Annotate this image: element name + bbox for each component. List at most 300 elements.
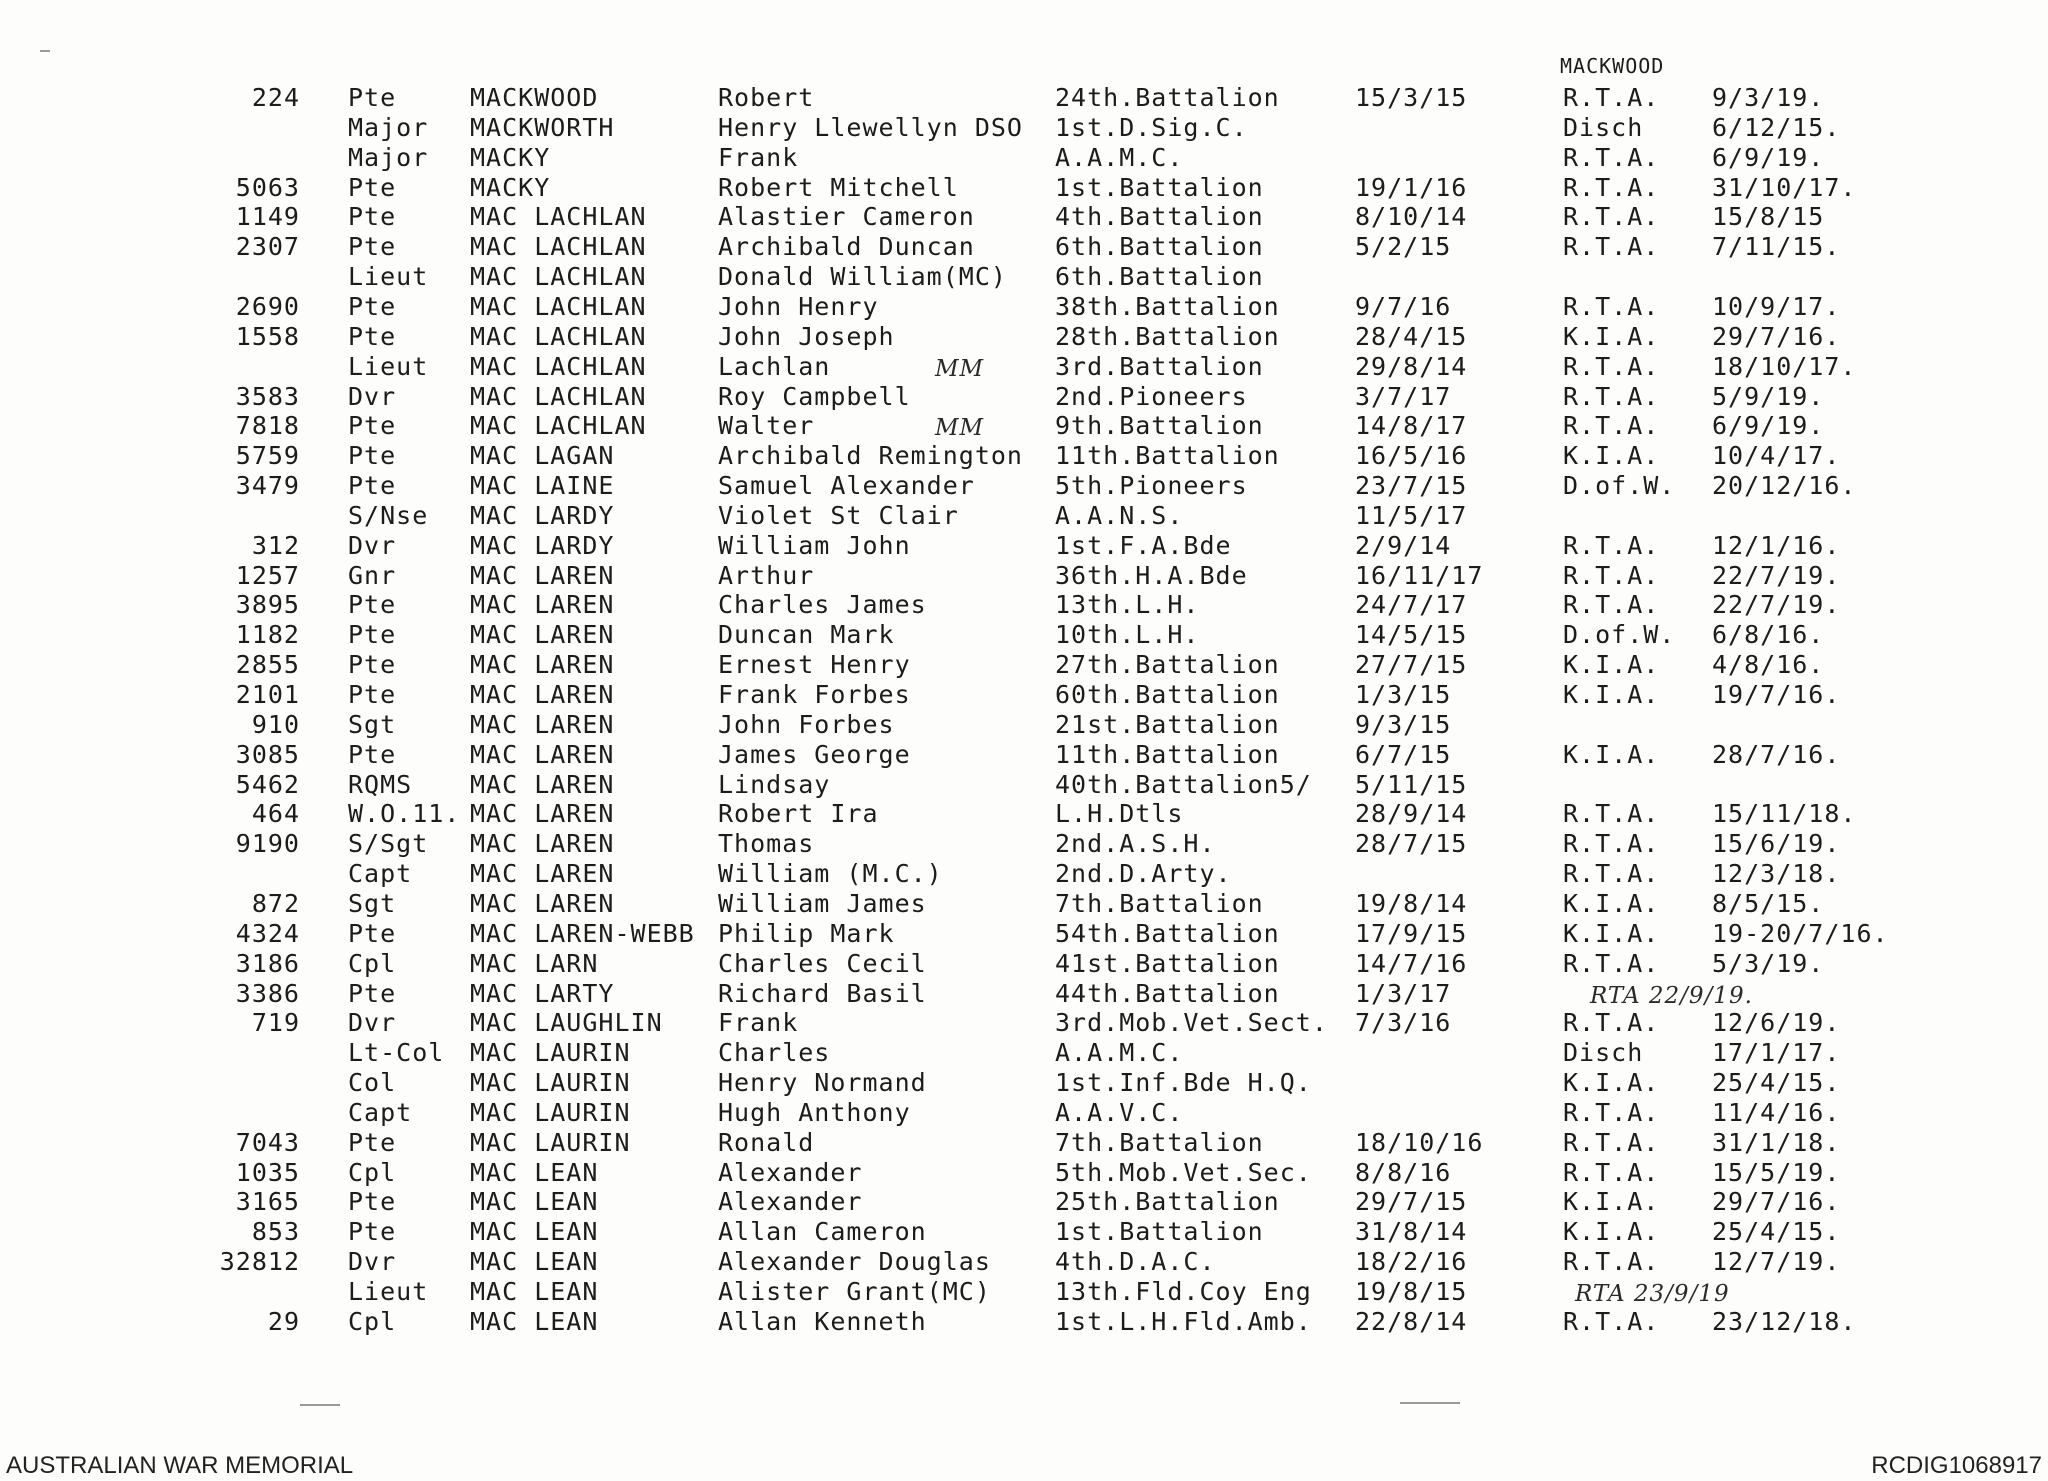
given-names: Donald William(MC) [718,262,1007,291]
given-names: William James [718,889,927,918]
unit: 27th.Battalion [1055,650,1280,679]
given-names: Alexander Douglas [718,1247,991,1276]
enlistment-date: 14/8/17 [1355,411,1468,440]
unit: 60th.Battalion [1055,680,1280,709]
fate: K.I.A. [1563,322,1660,351]
service-number: 3165 [235,1187,300,1216]
unit: 5th.Pioneers [1055,471,1248,500]
service-number: 1149 [235,202,300,231]
fate: R.T.A. [1563,561,1660,590]
given-names: Frank [718,143,799,172]
enlistment-date: 5/2/15 [1355,232,1452,261]
unit: 11th.Battalion [1055,441,1280,470]
fate-date: 10/4/17. [1712,441,1841,470]
fate: K.I.A. [1563,680,1660,709]
rank: Lieut [348,262,429,291]
rank: Pte [348,650,397,679]
fate: K.I.A. [1563,650,1660,679]
unit: 54th.Battalion [1055,919,1280,948]
unit: 5th.Mob.Vet.Sec. [1055,1158,1312,1187]
unit: A.A.M.C. [1055,1038,1184,1067]
given-names: William John [718,531,911,560]
surname: MAC LEAN [470,1307,599,1336]
surname: MACKWOOD [470,83,599,112]
fate-date: 31/10/17. [1712,173,1857,202]
surname: MAC LARN [470,949,599,978]
fate: R.T.A. [1563,829,1660,858]
surname: MAC LAREN [470,590,615,619]
surname: MAC LACHLAN [470,232,647,261]
given-names: Alister Grant(MC) [718,1277,991,1306]
given-names: Violet St Clair [718,501,959,530]
service-number: 1035 [235,1158,300,1187]
enlistment-date: 15/3/15 [1355,83,1468,112]
rank: Major [348,113,429,142]
enlistment-date: 23/7/15 [1355,471,1468,500]
unit: 41st.Battalion [1055,949,1280,978]
given-names: Alexander [718,1158,863,1187]
service-number: 2855 [235,650,300,679]
unit: 1st.Inf.Bde H.Q. [1055,1068,1312,1097]
rank: Pte [348,740,397,769]
given-names: Hugh Anthony [718,1098,911,1127]
surname: MAC LAUGHLIN [470,1008,663,1037]
fate: R.T.A. [1563,202,1660,231]
surname: MAC LAREN [470,680,615,709]
enlistment-date: 11/5/17 [1355,501,1468,530]
given-names: Alastier Cameron [718,202,975,231]
given-names: Richard Basil [718,979,927,1008]
enlistment-date: 27/7/15 [1355,650,1468,679]
service-number: 2307 [235,232,300,261]
surname: MAC LAGAN [470,441,615,470]
enlistment-date: 18/2/16 [1355,1247,1468,1276]
fate-date: 22/7/19. [1712,561,1841,590]
rank: Pte [348,322,397,351]
service-number: 224 [251,83,300,112]
fate: Disch [1563,1038,1644,1067]
unit: 40th.Battalion5/ [1055,770,1312,799]
surname: MAC LACHLAN [470,292,647,321]
fate-date: 11/4/16. [1712,1098,1841,1127]
unit: 38th.Battalion [1055,292,1280,321]
surname: MAC LAREN [470,770,615,799]
service-number: 29 [267,1307,300,1336]
surname: MAC LAINE [470,471,615,500]
unit: 2nd.Pioneers [1055,382,1248,411]
rank: Lt-Col [348,1038,445,1067]
given-names: Alexander [718,1187,863,1216]
given-names: Archibald Duncan [718,232,975,261]
enlistment-date: 28/9/14 [1355,799,1468,828]
rank: Pte [348,292,397,321]
rank: Cpl [348,1158,397,1187]
rank: Col [348,1068,397,1097]
surname: MAC LEAN [470,1217,599,1246]
enlistment-date: 5/11/15 [1355,770,1468,799]
enlistment-date: 28/4/15 [1355,322,1468,351]
fate: D.of.W. [1563,471,1676,500]
fate-date: 12/6/19. [1712,1008,1841,1037]
surname: MAC LEAN [470,1187,599,1216]
surname: MAC LACHLAN [470,411,647,440]
enlistment-date: 9/7/16 [1355,292,1452,321]
enlistment-date: 17/9/15 [1355,919,1468,948]
scan-mark [1400,1402,1460,1404]
fate: K.I.A. [1563,889,1660,918]
enlistment-date: 1/3/17 [1355,979,1452,1008]
footer-left: AUSTRALIAN WAR MEMORIAL [6,1452,354,1479]
service-number: 1257 [235,561,300,590]
service-number: 464 [251,799,300,828]
surname: MAC LAREN [470,889,615,918]
fate: R.T.A. [1563,531,1660,560]
unit: 13th.L.H. [1055,590,1200,619]
rank: Dvr [348,531,397,560]
unit: 36th.H.A.Bde [1055,561,1248,590]
fate-date: 6/12/15. [1712,113,1841,142]
surname: MAC LAREN-WEBB [470,919,695,948]
rank: S/Nse [348,501,429,530]
rank: Lieut [348,1277,429,1306]
enlistment-date: 22/8/14 [1355,1307,1468,1336]
unit: 3rd.Battalion [1055,352,1264,381]
service-number: 3479 [235,471,300,500]
unit: 7th.Battalion [1055,1128,1264,1157]
enlistment-date: 29/8/14 [1355,352,1468,381]
given-names: Charles [718,1038,831,1067]
surname: MAC LACHLAN [470,202,647,231]
fate-date: 5/9/19. [1712,382,1825,411]
fate: R.T.A. [1563,1158,1660,1187]
unit: 10th.L.H. [1055,620,1200,649]
surname: MAC LARTY [470,979,615,1008]
given-names: Charles Cecil [718,949,927,978]
unit: 7th.Battalion [1055,889,1264,918]
rank: RQMS [348,770,413,799]
given-names: Allan Cameron [718,1217,927,1246]
given-names: Arthur [718,561,815,590]
given-names: Roy Campbell [718,382,911,411]
service-number: 2690 [235,292,300,321]
fate-date: 12/1/16. [1712,531,1841,560]
fate-date: 19-20/7/16. [1712,919,1889,948]
enlistment-date: 19/8/15 [1355,1277,1468,1306]
surname: MAC LAREN [470,650,615,679]
enlistment-date: 8/10/14 [1355,202,1468,231]
service-number: 7043 [235,1128,300,1157]
unit: 28th.Battalion [1055,322,1280,351]
service-number: 2101 [235,680,300,709]
fate-date: 19/7/16. [1712,680,1841,709]
service-number: 32812 [219,1247,300,1276]
unit: 2nd.A.S.H. [1055,829,1216,858]
unit: 13th.Fld.Coy Eng [1055,1277,1312,1306]
handwritten-annotation: RTA 22/9/19. [1590,983,1753,1009]
rank: Pte [348,590,397,619]
enlistment-date: 3/7/17 [1355,382,1452,411]
fate-date: 6/9/19. [1712,411,1825,440]
fate: R.T.A. [1563,352,1660,381]
fate: K.I.A. [1563,1068,1660,1097]
given-names: John Joseph [718,322,895,351]
fate-date: 8/5/15. [1712,889,1825,918]
scan-mark [300,1404,340,1406]
unit: 21st.Battalion [1055,710,1280,739]
enlistment-date: 29/7/15 [1355,1187,1468,1216]
given-names: Lindsay [718,770,831,799]
fate: K.I.A. [1563,919,1660,948]
fate: K.I.A. [1563,441,1660,470]
given-names: Walter [718,411,815,440]
unit: L.H.Dtls [1055,799,1184,828]
rank: Pte [348,441,397,470]
enlistment-date: 31/8/14 [1355,1217,1468,1246]
unit: 1st.D.Sig.C. [1055,113,1248,142]
fate-date: 25/4/15. [1712,1068,1841,1097]
given-names: Robert Mitchell [718,173,959,202]
fate-date: 17/1/17. [1712,1038,1841,1067]
unit: 1st.Battalion [1055,1217,1264,1246]
surname: MAC LARDY [470,501,615,530]
surname: MAC LAURIN [470,1098,631,1127]
fate-date: 12/3/18. [1712,859,1841,888]
fate: R.T.A. [1563,292,1660,321]
given-names: Archibald Remington [718,441,1023,470]
rank: Pte [348,411,397,440]
rank: Pte [348,202,397,231]
rank: Gnr [348,561,397,590]
fate-date: 6/9/19. [1712,143,1825,172]
surname: MAC LEAN [470,1247,599,1276]
given-names: William (M.C.) [718,859,943,888]
given-names: Philip Mark [718,919,895,948]
service-number: 3085 [235,740,300,769]
fate-date: 10/9/17. [1712,292,1841,321]
page-header: MACKWOOD [1560,54,1665,78]
fate-date: 15/11/18. [1712,799,1857,828]
given-names: Lachlan [718,352,831,381]
fate-date: 5/3/19. [1712,949,1825,978]
unit: 6th.Battalion [1055,232,1264,261]
given-names: Ronald [718,1128,815,1157]
rank: Pte [348,680,397,709]
given-names: James George [718,740,911,769]
service-number: 9190 [235,829,300,858]
rank: Cpl [348,949,397,978]
rank: Dvr [348,1247,397,1276]
rank: Lieut [348,352,429,381]
fate-date: 6/8/16. [1712,620,1825,649]
fate-date: 4/8/16. [1712,650,1825,679]
surname: MAC LACHLAN [470,382,647,411]
service-number: 3386 [235,979,300,1008]
service-number: 1558 [235,322,300,351]
given-names: Ernest Henry [718,650,911,679]
enlistment-date: 8/8/16 [1355,1158,1452,1187]
service-number: 5759 [235,441,300,470]
surname: MAC LAREN [470,829,615,858]
surname: MAC LAURIN [470,1068,631,1097]
given-names: Henry Llewellyn DSO [718,113,1023,142]
unit: 4th.D.A.C. [1055,1247,1216,1276]
service-number: 4324 [235,919,300,948]
rank: Sgt [348,710,397,739]
surname: MAC LAREN [470,710,615,739]
fate-date: 9/3/19. [1712,83,1825,112]
fate: K.I.A. [1563,740,1660,769]
scan-mark [40,50,50,52]
fate-date: 7/11/15. [1712,232,1841,261]
surname: MACKY [470,173,551,202]
service-number: 1182 [235,620,300,649]
service-number: 3186 [235,949,300,978]
enlistment-date: 7/3/16 [1355,1008,1452,1037]
unit: 2nd.D.Arty. [1055,859,1232,888]
enlistment-date: 1/3/15 [1355,680,1452,709]
unit: 1st.L.H.Fld.Amb. [1055,1307,1312,1336]
service-number: 312 [251,531,300,560]
unit: 44th.Battalion [1055,979,1280,1008]
rank: Pte [348,1128,397,1157]
fate-date: 29/7/16. [1712,1187,1841,1216]
given-names: John Henry [718,292,879,321]
rank: S/Sgt [348,829,429,858]
rank: Pte [348,173,397,202]
enlistment-date: 6/7/15 [1355,740,1452,769]
surname: MAC LAURIN [470,1128,631,1157]
fate: K.I.A. [1563,1187,1660,1216]
rank: Major [348,143,429,172]
rank: Capt [348,1098,413,1127]
service-number: 5462 [235,770,300,799]
rank: Pte [348,1187,397,1216]
fate: Disch [1563,113,1644,142]
rank: Pte [348,919,397,948]
fate-date: 31/1/18. [1712,1128,1841,1157]
fate-date: 15/8/15 [1712,202,1825,231]
surname: MAC LAURIN [470,1038,631,1067]
enlistment-date: 2/9/14 [1355,531,1452,560]
unit: 11th.Battalion [1055,740,1280,769]
rank: Cpl [348,1307,397,1336]
rank: Pte [348,83,397,112]
fate: R.T.A. [1563,232,1660,261]
rank: Capt [348,859,413,888]
service-number: 872 [251,889,300,918]
fate-date: 20/12/16. [1712,471,1857,500]
unit: A.A.V.C. [1055,1098,1184,1127]
fate: R.T.A. [1563,799,1660,828]
surname: MAC LAREN [470,859,615,888]
rank: Sgt [348,889,397,918]
fate: R.T.A. [1563,143,1660,172]
handwritten-annotation: MM [935,356,985,382]
enlistment-date: 28/7/15 [1355,829,1468,858]
surname: MAC LACHLAN [470,322,647,351]
given-names: Charles James [718,590,927,619]
surname: MACKY [470,143,551,172]
service-number: 3895 [235,590,300,619]
fate: R.T.A. [1563,173,1660,202]
fate-date: 23/12/18. [1712,1307,1857,1336]
fate-date: 12/7/19. [1712,1247,1841,1276]
rank: Pte [348,232,397,261]
enlistment-date: 19/1/16 [1355,173,1468,202]
given-names: Frank [718,1008,799,1037]
enlistment-date: 16/11/17 [1355,561,1484,590]
given-names: Henry Normand [718,1068,927,1097]
service-number: 7818 [235,411,300,440]
handwritten-annotation: RTA 23/9/19 [1575,1281,1730,1307]
unit: 6th.Battalion [1055,262,1264,291]
fate: R.T.A. [1563,1008,1660,1037]
fate: R.T.A. [1563,1247,1660,1276]
given-names: Duncan Mark [718,620,895,649]
fate: R.T.A. [1563,83,1660,112]
surname: MAC LAREN [470,620,615,649]
unit: 25th.Battalion [1055,1187,1280,1216]
surname: MAC LAREN [470,799,615,828]
fate: R.T.A. [1563,1307,1660,1336]
rank: Pte [348,471,397,500]
fate: R.T.A. [1563,590,1660,619]
rank: Pte [348,1217,397,1246]
surname: MAC LEAN [470,1277,599,1306]
enlistment-date: 18/10/16 [1355,1128,1484,1157]
unit: 4th.Battalion [1055,202,1264,231]
enlistment-date: 14/5/15 [1355,620,1468,649]
given-names: John Forbes [718,710,895,739]
surname: MAC LAREN [470,740,615,769]
given-names: Thomas [718,829,815,858]
given-names: Frank Forbes [718,680,911,709]
unit: 1st.F.A.Bde [1055,531,1232,560]
unit: 3rd.Mob.Vet.Sect. [1055,1008,1328,1037]
fate: R.T.A. [1563,382,1660,411]
service-number: 910 [251,710,300,739]
unit: 9th.Battalion [1055,411,1264,440]
enlistment-date: 9/3/15 [1355,710,1452,739]
given-names: Allan Kenneth [718,1307,927,1336]
surname: MAC LACHLAN [470,262,647,291]
fate-date: 18/10/17. [1712,352,1857,381]
fate-date: 28/7/16. [1712,740,1841,769]
rank: Dvr [348,382,397,411]
fate-date: 15/6/19. [1712,829,1841,858]
surname: MAC LACHLAN [470,352,647,381]
surname: MAC LARDY [470,531,615,560]
unit: A.A.N.S. [1055,501,1184,530]
fate-date: 25/4/15. [1712,1217,1841,1246]
rank: Pte [348,620,397,649]
fate: K.I.A. [1563,1217,1660,1246]
rank: W.O.11. [348,799,461,828]
fate: R.T.A. [1563,1128,1660,1157]
given-names: Robert Ira [718,799,879,828]
service-number: 5063 [235,173,300,202]
footer-right: RCDIG1068917 [1871,1452,2042,1479]
surname: MACKWORTH [470,113,615,142]
surname: MAC LEAN [470,1158,599,1187]
fate: R.T.A. [1563,1098,1660,1127]
unit: 24th.Battalion [1055,83,1280,112]
handwritten-annotation: MM [935,415,985,441]
fate-date: 29/7/16. [1712,322,1841,351]
fate: D.of.W. [1563,620,1676,649]
enlistment-date: 24/7/17 [1355,590,1468,619]
rank: Pte [348,979,397,1008]
